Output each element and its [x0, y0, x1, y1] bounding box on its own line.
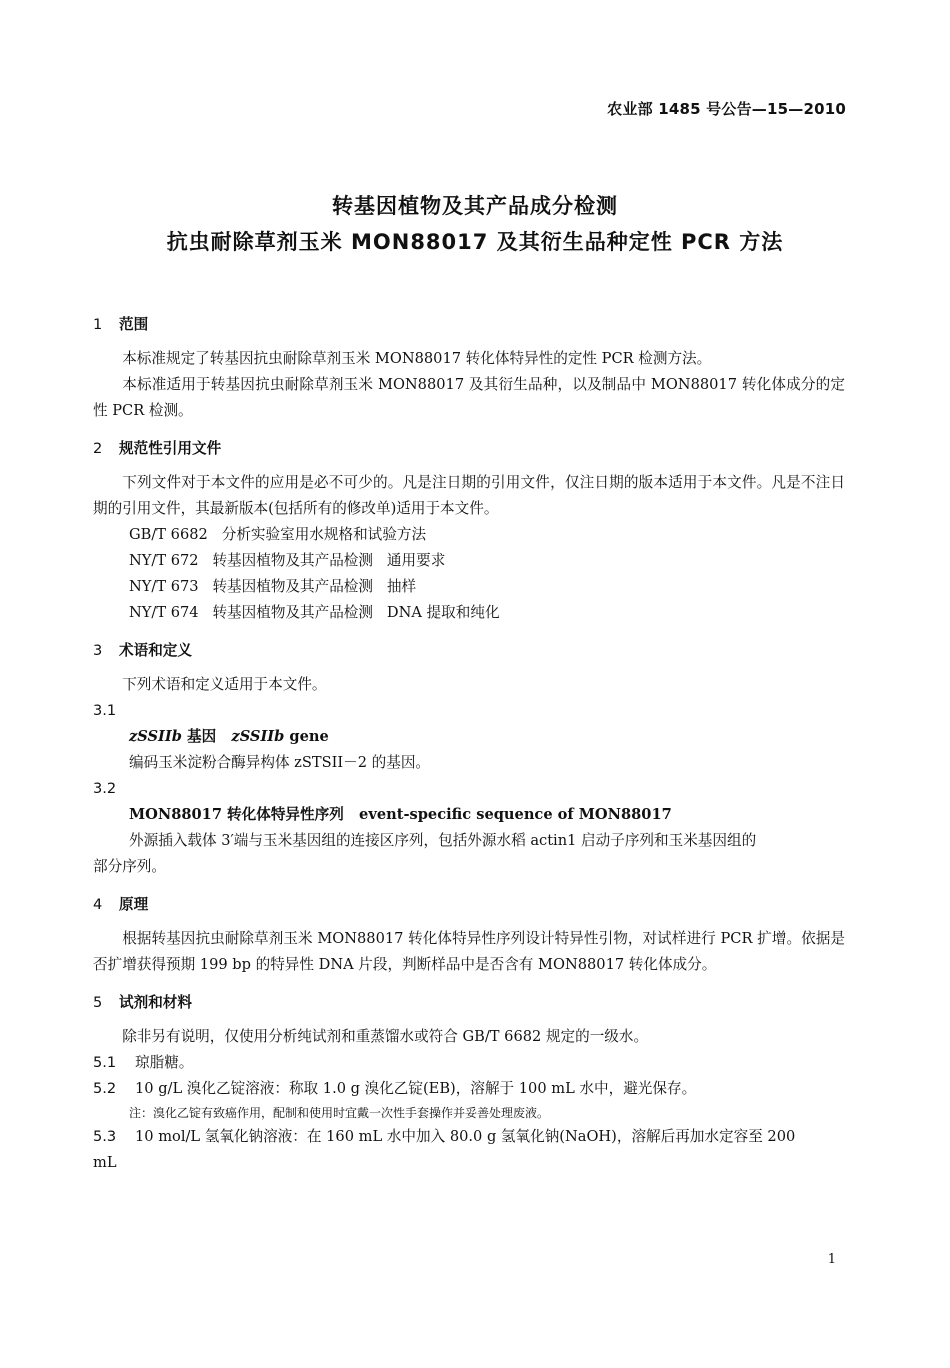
paragraph: 下列文件对于本文件的应用是必不可少的。凡是注日期的引用文件，仅注日期的版本适用于本文件。凡是不注日期的引用文件，其最新版本(包括所有的修改单)适用于本文件。: [93, 474, 845, 517]
note: 注：溴化乙锭有致癌作用，配制和使用时宜戴一次性手套操作并妥善处理废液。: [129, 1106, 550, 1120]
subclause-number: 3.1: [93, 702, 117, 719]
term-heading: [93, 724, 845, 750]
standard-code: 农业部 1485 号公告—15—2010: [607, 100, 846, 118]
reference-item: NY/T 674 转基因植物及其产品检测 DNA 提取和纯化: [129, 604, 500, 621]
title-line-2: 抗虫耐除草剂玉米 MON88017 及其衍生品种定性 PCR 方法: [166, 230, 784, 254]
item-text: 琼脂糖。: [135, 1054, 194, 1071]
item-number: 5.1: [93, 1054, 117, 1071]
paragraph: 根据转基因抗虫耐除草剂玉米 MON88017 转化体特异性序列设计特异性引物，对试样进行 PCR 扩增。依据是否扩增获得预期 199 bp 的特异性 DNA 片段，判断样品中是否含有 MON88017 转化体成分。: [93, 930, 845, 973]
term-en: gene: [284, 728, 329, 745]
section-heading-2: [93, 436, 845, 462]
section-number: 5: [93, 994, 103, 1011]
item-text-cont: mL: [93, 1154, 117, 1171]
paragraph: 本标准规定了转基因抗虫耐除草剂玉米 MON88017 转化体特异性的定性 PCR 检测方法。: [122, 350, 712, 367]
term-definition: 外源插入载体 3′端与玉米基因组的连接区序列，包括外源水稻 actin1 启动子序列和玉米基因组的: [129, 832, 757, 849]
item-text: 10 mol/L 氢氧化钠溶液：在 160 mL 水中加入 80.0 g 氢氧化钠(NaOH)，溶解后再加水定容至 200: [135, 1128, 796, 1145]
term-cn: 基因: [181, 728, 232, 745]
page-number: 1: [827, 1252, 836, 1267]
paragraph: 本标准适用于转基因抗虫耐除草剂玉米 MON88017 及其衍生品种，以及制品中 MON88017 转化体成分的定性 PCR 检测。: [93, 376, 845, 419]
list-item: [93, 1050, 845, 1076]
section-title: 规范性引用文件: [119, 440, 222, 457]
section-heading-1: [93, 312, 845, 338]
reference-item: NY/T 672 转基因植物及其产品检测 通用要求: [129, 552, 446, 569]
list-item: [93, 1076, 845, 1102]
section-number: 4: [93, 896, 103, 913]
term-definition-cont: 部分序列。: [93, 858, 166, 875]
reference-item: NY/T 673 转基因植物及其产品检测 抽样: [129, 578, 417, 595]
section-title: 试剂和材料: [119, 994, 192, 1011]
term-italic: zSSIIb: [129, 728, 182, 745]
section-heading-5: [93, 990, 845, 1016]
section-heading-3: [93, 638, 845, 664]
term-heading: MON88017 转化体特异性序列 event-specific sequence of MON88017: [129, 806, 672, 823]
subclause-number: 3.2: [93, 780, 117, 797]
term-italic: zSSIIb: [231, 728, 285, 745]
list-item: [93, 1124, 845, 1150]
paragraph: 除非另有说明，仅使用分析纯试剂和重蒸馏水或符合 GB/T 6682 规定的一级水。: [122, 1028, 649, 1045]
reference-item: GB/T 6682 分析实验室用水规格和试验方法: [129, 526, 427, 543]
section-title: 原理: [119, 896, 149, 913]
item-number: 5.2: [93, 1080, 117, 1097]
section-number: 2: [93, 440, 103, 457]
section-number: 1: [93, 316, 103, 333]
section-heading-4: [93, 892, 845, 918]
section-number: 3: [93, 642, 103, 659]
paragraph: 下列术语和定义适用于本文件。: [122, 676, 327, 693]
section-title: 范围: [119, 316, 149, 333]
document-body: [93, 312, 845, 1176]
term-definition: 编码玉米淀粉合酶异构体 zSTSII－2 的基因。: [129, 754, 431, 771]
item-number: 5.3: [93, 1128, 117, 1145]
section-title: 术语和定义: [119, 642, 192, 659]
item-text: 10 g/L 溴化乙锭溶液：称取 1.0 g 溴化乙锭(EB)，溶解于 100 mL 水中，避光保存。: [135, 1080, 697, 1097]
title-line-1: 转基因植物及其产品成分检测: [332, 194, 618, 218]
